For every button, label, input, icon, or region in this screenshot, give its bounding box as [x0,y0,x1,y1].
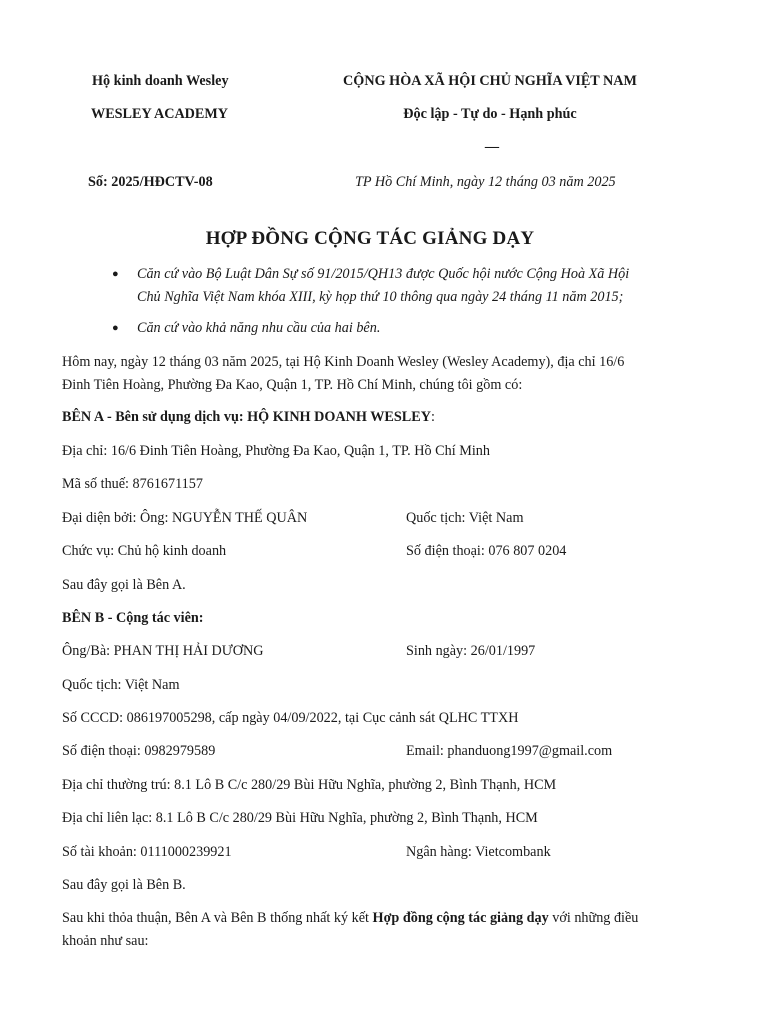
bullet-icon: ● [112,322,119,334]
document-title: HỢP ĐỒNG CỘNG TÁC GIẢNG DẠY [205,228,535,249]
party-a-tax-code: Mã số thuế: 8761671157 [62,476,203,492]
party-b-alias: Sau đây gọi là Bên B. [62,877,186,893]
intro-line-2: Đinh Tiên Hoàng, Phường Đa Kao, Quận 1, TP. Hồ Chí Minh, chúng tôi gồm có: [62,377,523,393]
document-number: Số: 2025/HĐCTV-08 [88,174,213,190]
bullet-icon: ● [112,268,119,280]
closing-prefix: Sau khi thỏa thuận, Bên A và Bên B thống nhất ký kết [62,910,373,926]
party-a-address: Địa chỉ: 16/6 Đinh Tiên Hoàng, Phường Đa Kao, Quận 1, TP. Hồ Chí Minh [62,443,490,459]
party-b-nationality: Quốc tịch: Việt Nam [62,677,180,693]
party-a-alias: Sau đây gọi là Bên A. [62,577,186,593]
national-title: CỘNG HÒA XÃ HỘI CHỦ NGHĨA VIỆT NAM [343,73,637,89]
party-b-email: Email: phanduong1997@gmail.com [406,743,613,759]
national-motto: Độc lập - Tự do - Hạnh phúc [403,106,577,122]
party-b-account: Số tài khoản: 0111000239921 [62,844,232,860]
basis-item-2: Căn cứ vào khả năng nhu cầu của hai bên. [137,320,381,336]
party-a-phone: Số điện thoại: 076 807 0204 [406,543,567,559]
party-b-id-card: Số CCCD: 086197005298, cấp ngày 04/09/2022, tại Cục cảnh sát QLHC TTXH [62,710,519,726]
closing-contract-name: Hợp đồng cộng tác giảng dạy [372,910,549,926]
party-b-heading: BÊN B - Cộng tác viên: [62,610,204,626]
party-a-heading-suffix: : [430,409,435,425]
party-b-name: Ông/Bà: PHAN THỊ HẢI DƯƠNG [62,643,264,659]
party-b-phone: Số điện thoại: 0982979589 [62,743,216,759]
closing-suffix: với những điều [548,910,639,926]
party-a-position: Chức vụ: Chủ hộ kinh doanh [62,543,227,559]
party-b-contact-address: Địa chỉ liên lạc: 8.1 Lô B C/c 280/29 Bùi Hữu Nghĩa, phường 2, Bình Thạnh, HCM [62,810,538,826]
party-a-heading-name: HỘ KINH DOANH WESLEY [247,409,431,425]
intro-line-1: Hôm nay, ngày 12 tháng 03 năm 2025, tại Hộ Kinh Doanh Wesley (Wesley Academy), địa chỉ 16/6 [62,354,625,370]
party-b-bank: Ngân hàng: Vietcombank [406,844,551,860]
party-a-heading-prefix: BÊN A - Bên sử dụng dịch vụ: [62,409,248,425]
org-name: Hộ kinh doanh Wesley [92,73,229,89]
closing-line-2: khoản như sau: [62,933,149,949]
party-a-heading [62,409,435,426]
closing-line-1 [62,910,638,927]
party-a-representative: Đại diện bởi: Ông: NGUYỄN THẾ QUÂN [62,510,308,526]
motto-rule: — [484,139,500,155]
party-b-permanent-address: Địa chỉ thường trú: 8.1 Lô B C/c 280/29 Bùi Hữu Nghĩa, phường 2, Bình Thạnh, HCM [62,777,557,793]
basis-item-1-line-2: Chủ Nghĩa Việt Nam khóa XIII, kỳ họp thứ 10 thông qua ngày 24 tháng 11 năm 2015; [137,289,624,305]
place-date: TP Hồ Chí Minh, ngày 12 tháng 03 năm 2025 [355,174,616,190]
basis-item-1-line-1: Căn cứ vào Bộ Luật Dân Sự số 91/2015/QH13 được Quốc hội nước Cộng Hoà Xã Hội [137,266,630,282]
party-b-dob: Sinh ngày: 26/01/1997 [406,643,536,659]
party-a-nationality: Quốc tịch: Việt Nam [406,510,524,526]
org-brand: WESLEY ACADEMY [91,106,229,122]
